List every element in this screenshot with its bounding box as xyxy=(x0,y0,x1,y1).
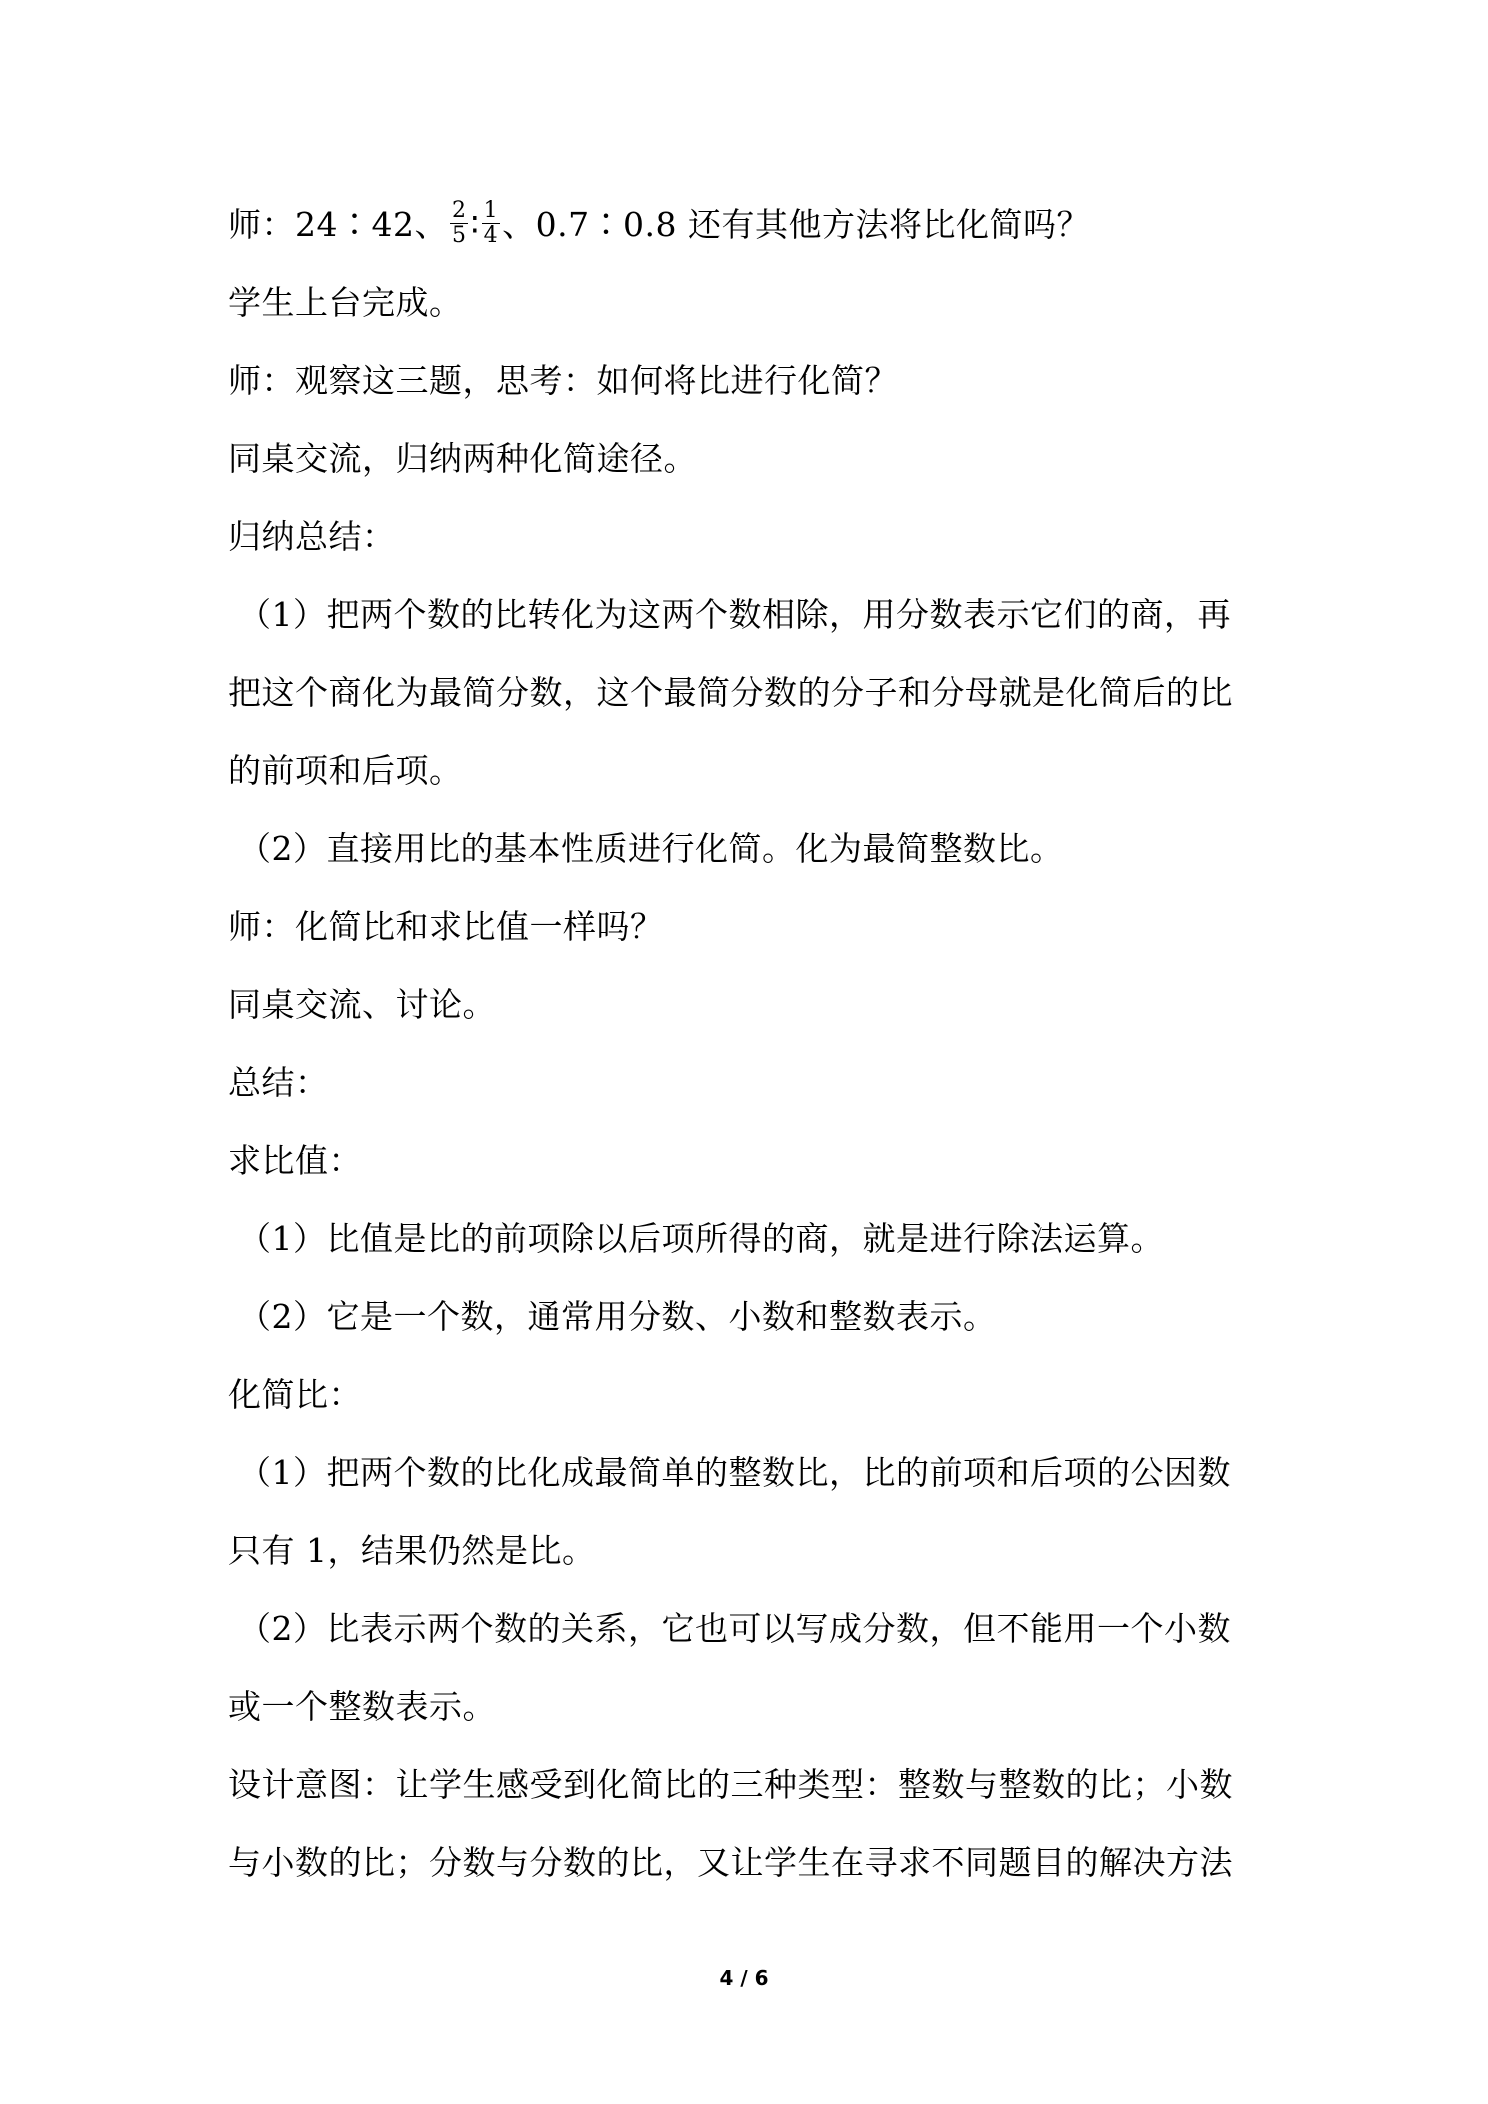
text-line: 设计意图：让学生感受到化简比的三种类型：整数与整数的比；小数 xyxy=(228,1765,1233,1804)
text-line: 总结： xyxy=(228,1063,329,1102)
text-line: 师：化简比和求比值一样吗？ xyxy=(228,907,664,946)
text-line: 师：观察这三题，思考：如何将比进行化简？ xyxy=(228,361,898,400)
text-line: 归纳总结： xyxy=(228,517,396,556)
fraction-numerator: 1 xyxy=(483,197,499,223)
fraction-denominator: 4 xyxy=(483,222,499,248)
text-line: 只有 1，结果仍然是比。 xyxy=(228,1531,596,1570)
text-line: 的前项和后项。 xyxy=(228,751,463,790)
text-line: 同桌交流、讨论。 xyxy=(228,985,496,1024)
text-line: 或一个整数表示。 xyxy=(228,1687,496,1726)
text-line: 同桌交流，归纳两种化简途径。 xyxy=(228,439,697,478)
fraction-one-fourth xyxy=(482,199,501,248)
fraction-two-fifths xyxy=(450,199,469,248)
ratio-colon: ∶ xyxy=(470,205,480,244)
text-line: （2）直接用比的基本性质进行化简。化为最简整数比。 xyxy=(238,829,1064,868)
text-line: 与小数的比；分数与分数的比，又让学生在寻求不同题目的解决方法 xyxy=(228,1843,1233,1882)
text-line: 化简比： xyxy=(228,1375,362,1414)
text-suffix: 、0.7∶0.8 还有其他方法将比化简吗？ xyxy=(502,205,1091,244)
text-line: 求比值： xyxy=(228,1141,362,1180)
text-prefix: 师：24∶42、 xyxy=(228,205,448,244)
page-number: 4 / 6 xyxy=(719,1966,769,1990)
text-line: （1）把两个数的比转化为这两个数相除，用分数表示它们的商，再 xyxy=(238,595,1231,634)
text-line: （1）比值是比的前项除以后项所得的商，就是进行除法运算。 xyxy=(238,1219,1164,1258)
fraction-numerator: 2 xyxy=(451,197,467,223)
fraction-denominator: 5 xyxy=(451,222,467,248)
text-line: 把这个商化为最简分数，这个最简分数的分子和分母就是化简后的比 xyxy=(228,673,1233,712)
document-body xyxy=(228,186,1278,1902)
text-line: （1）把两个数的比化成最简单的整数比，比的前项和后项的公因数 xyxy=(238,1453,1231,1492)
paragraph-teacher-question-1 xyxy=(228,186,1278,264)
text-line: 学生上台完成。 xyxy=(228,283,463,322)
text-line: （2）比表示两个数的关系，它也可以写成分数，但不能用一个小数 xyxy=(238,1609,1231,1648)
text-line: （2）它是一个数，通常用分数、小数和整数表示。 xyxy=(238,1297,997,1336)
